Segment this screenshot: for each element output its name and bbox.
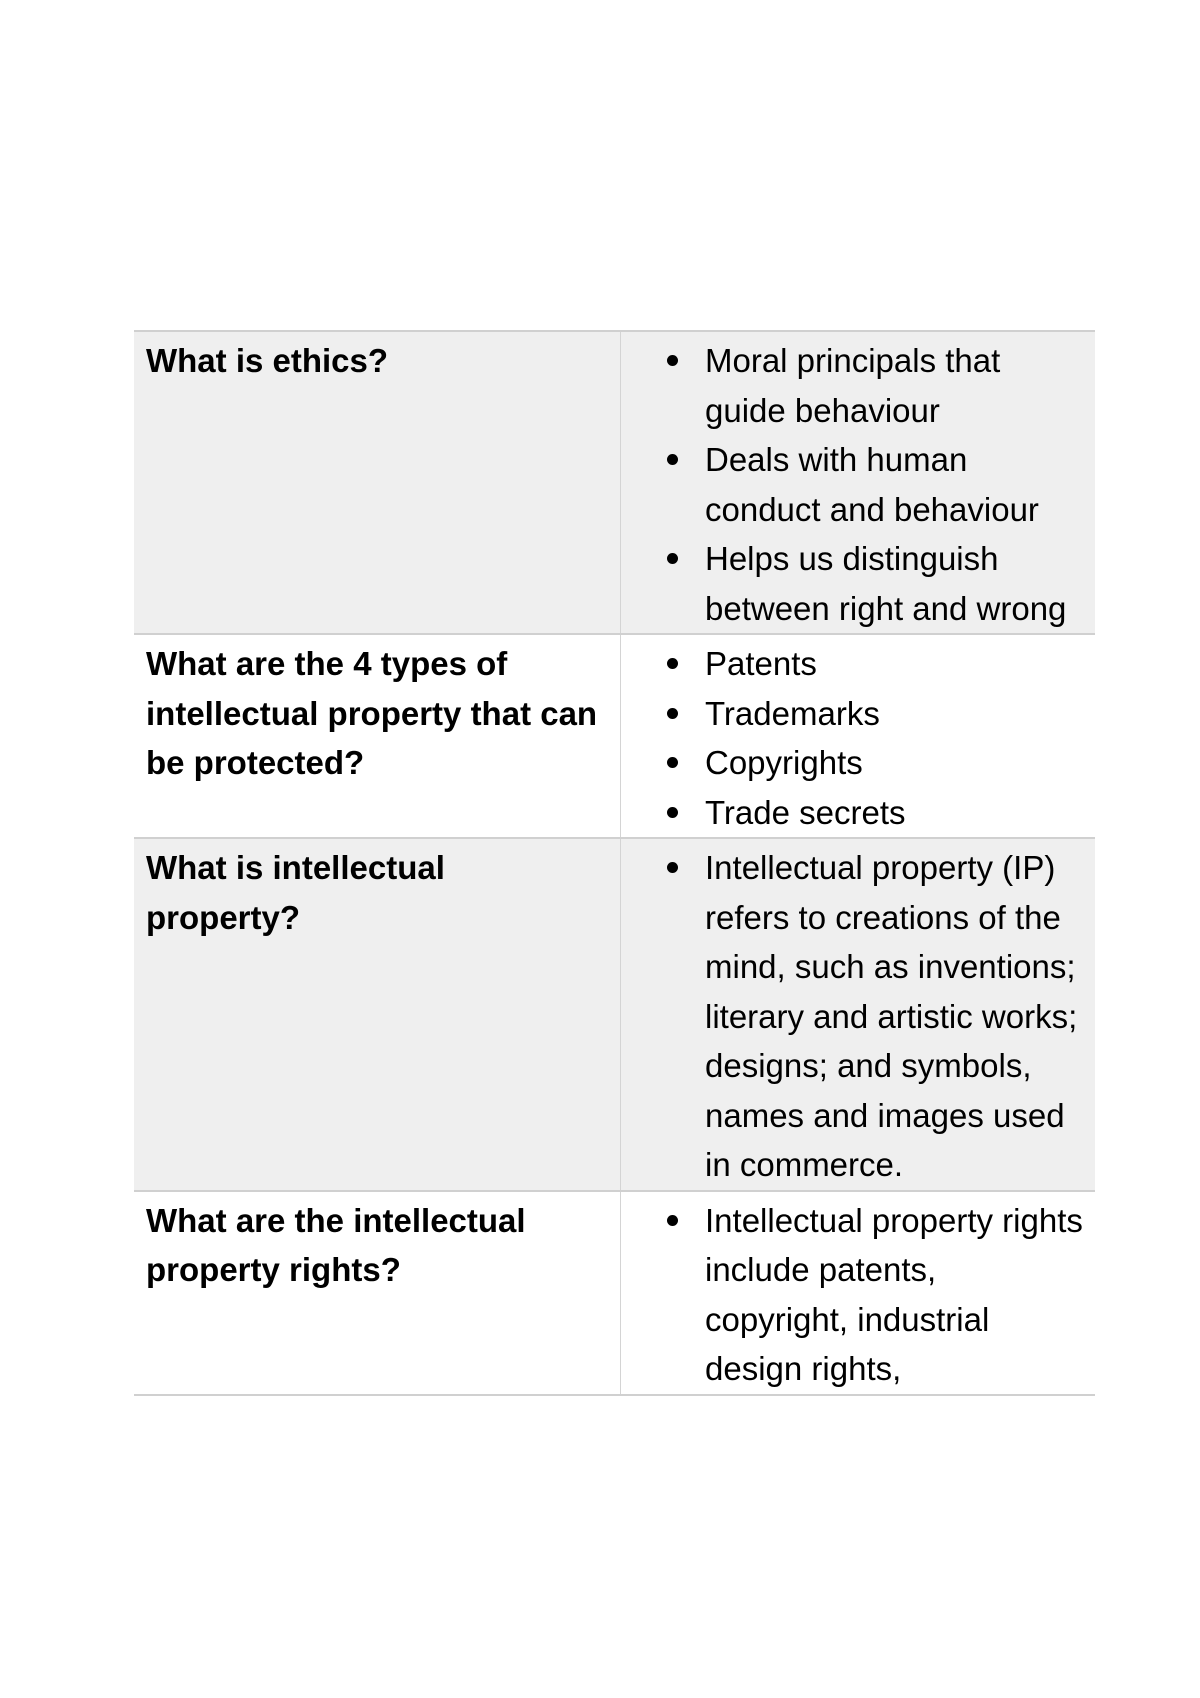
bullet-icon xyxy=(667,454,678,465)
answer-text: Patents xyxy=(705,645,817,682)
bullet-icon xyxy=(667,1215,678,1226)
question-cell xyxy=(134,1191,621,1395)
answer-list xyxy=(621,1192,1095,1394)
list-item xyxy=(621,843,1085,1190)
table-row xyxy=(134,838,1095,1191)
bullet-icon xyxy=(667,553,678,564)
question-cell xyxy=(134,331,621,634)
qa-table xyxy=(134,330,1095,1396)
bullet-icon xyxy=(667,708,678,719)
list-item xyxy=(621,689,1085,739)
bullet-icon xyxy=(667,658,678,669)
bullet-icon xyxy=(667,355,678,366)
answer-text: Trademarks xyxy=(705,694,880,732)
question-text: What is ethics? xyxy=(146,342,389,379)
answer-cell xyxy=(621,634,1096,838)
answer-list xyxy=(621,635,1095,837)
answer-text: Trade secrets xyxy=(705,793,906,831)
answer-cell xyxy=(621,1191,1096,1395)
answer-text: Copyrights xyxy=(705,744,863,781)
answer-text: Intellectual property rights include patents, copyright, industrial design rights, xyxy=(705,1201,1083,1387)
answer-list xyxy=(621,839,1095,1190)
question-cell xyxy=(134,634,621,838)
list-item xyxy=(621,1196,1085,1394)
list-item xyxy=(621,336,1085,435)
answer-text: Moral principals that guide behaviour xyxy=(705,342,1001,429)
answer-cell xyxy=(621,838,1096,1191)
question-cell xyxy=(134,838,621,1191)
bullet-icon xyxy=(667,757,678,768)
list-item xyxy=(621,738,1085,788)
list-item xyxy=(621,639,1085,689)
question-text: What is intellectual property? xyxy=(146,849,445,936)
list-item xyxy=(621,788,1085,838)
list-item xyxy=(621,534,1085,633)
answer-list xyxy=(621,332,1095,633)
table-row xyxy=(134,634,1095,838)
bullet-icon xyxy=(667,862,678,873)
bullet-icon xyxy=(667,807,678,818)
table-row xyxy=(134,1191,1095,1395)
answer-text: Deals with human conduct and behaviour xyxy=(705,441,1039,528)
answer-text: Helps us distinguish between right and wrong xyxy=(705,540,1067,627)
answer-cell xyxy=(621,331,1096,634)
question-text: What are the intellectual property rights? xyxy=(146,1201,526,1288)
answer-text: Intellectual property (IP) refers to creations of the mind, such as inventions; literary and artistic works; designs; and symbols, names and images used in commerce. xyxy=(705,849,1078,1183)
list-item xyxy=(621,435,1085,534)
table-row xyxy=(134,331,1095,634)
question-text: What are the 4 types of intellectual property that can be protected? xyxy=(146,645,598,781)
